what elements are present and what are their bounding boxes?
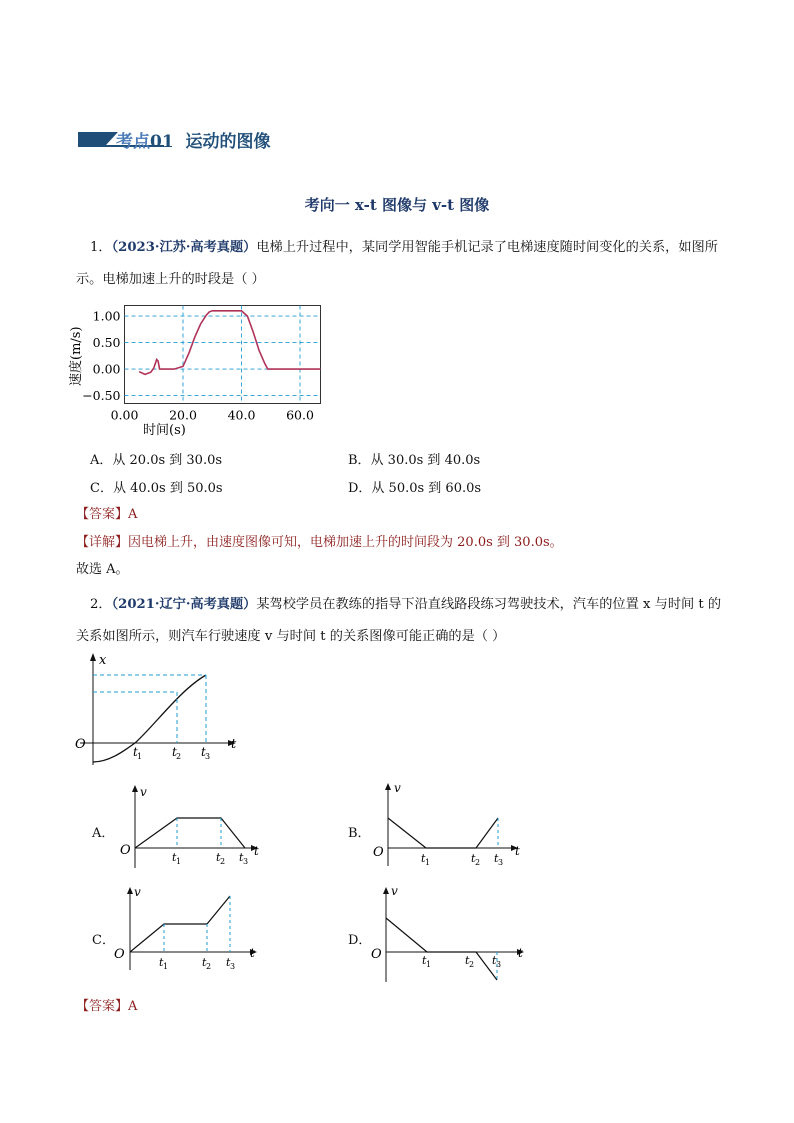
svg-text:t: t xyxy=(202,956,207,969)
svg-text:v: v xyxy=(140,785,147,799)
svg-text:2: 2 xyxy=(206,962,212,971)
q2-line1: 2．（2021·辽宁·高考真题）某驾校学员在教练的指导下沿直线路段练习驾驶技术，汽车的位置 x 与时间 t 的 xyxy=(90,597,722,612)
chart-frame xyxy=(125,306,321,404)
q2-xt-graph xyxy=(70,650,250,768)
svg-text:t: t xyxy=(254,844,259,858)
q1-option-a[interactable]: A．从 20.0s 到 30.0s xyxy=(90,453,223,468)
svg-text:2: 2 xyxy=(475,858,481,867)
svg-text:t: t xyxy=(422,954,427,967)
svg-text:t: t xyxy=(465,954,470,967)
y-tick-label: 0.00 xyxy=(92,361,121,377)
q1-conclusion: 故选 A。 xyxy=(76,562,129,577)
svg-text:3: 3 xyxy=(243,857,249,866)
svg-text:t: t xyxy=(421,852,426,865)
svg-text:O: O xyxy=(373,845,384,860)
svg-text:O: O xyxy=(75,737,86,752)
svg-text:1: 1 xyxy=(426,960,432,969)
q1-velocity-chart xyxy=(60,298,340,438)
svg-text:t: t xyxy=(172,851,177,864)
q2-option-d-label[interactable]: D． xyxy=(348,933,372,948)
x-tick-label: 60.0 xyxy=(286,407,314,423)
svg-text:v: v xyxy=(134,885,141,899)
q2-line2: 关系如图所示，则汽车行驶速度 v 与时间 t 的关系图像可能正确的是（ ） xyxy=(76,629,506,644)
x-tick-label: 40.0 xyxy=(227,407,256,423)
svg-text:t: t xyxy=(518,946,523,960)
chart-xlabel: 时间(s) xyxy=(143,423,186,438)
q1-option-c[interactable]: C．从 40.0s 到 50.0s xyxy=(90,481,223,496)
svg-text:O: O xyxy=(120,843,131,858)
svg-text:1: 1 xyxy=(163,962,169,971)
svg-text:3: 3 xyxy=(205,752,211,761)
svg-text:t: t xyxy=(159,956,164,969)
svg-text:t: t xyxy=(492,954,497,967)
q1-line1: 1．（2023·江苏·高考真题）电梯上升过程中，某同学用智能手机记录了电梯速度随时间变化的关系，如图所 xyxy=(90,240,718,255)
svg-text:x: x xyxy=(99,653,107,668)
svg-text:3: 3 xyxy=(230,962,236,971)
svg-text:3: 3 xyxy=(498,858,504,867)
svg-text:t: t xyxy=(201,745,206,759)
topic-heading: 考向一 x-t 图像与 v-t 图像 xyxy=(304,196,490,214)
y-tick-label: 1.00 xyxy=(92,308,121,324)
q1-option-b[interactable]: B．从 30.0s 到 40.0s xyxy=(348,453,481,468)
svg-text:v: v xyxy=(391,884,398,898)
svg-text:t: t xyxy=(216,851,221,864)
q1-option-d[interactable]: D．从 50.0s 到 60.0s xyxy=(348,481,482,496)
q2-option-a-label[interactable]: A． xyxy=(92,826,115,841)
svg-text:t: t xyxy=(239,851,244,864)
y-tick-label: −0.50 xyxy=(82,388,121,404)
q2-option-d-graph[interactable] xyxy=(369,882,529,984)
svg-text:t: t xyxy=(172,745,177,759)
svg-text:O: O xyxy=(371,947,382,962)
q2-option-c-label[interactable]: C． xyxy=(92,933,115,948)
svg-text:2: 2 xyxy=(220,857,226,866)
q2-option-c-graph[interactable] xyxy=(112,882,272,974)
svg-text:t: t xyxy=(231,737,237,752)
svg-text:t: t xyxy=(471,852,476,865)
svg-text:1: 1 xyxy=(176,857,182,866)
y-tick-label: 0.50 xyxy=(92,335,121,351)
svg-text:3: 3 xyxy=(496,960,502,969)
q1-detail: 【详解】因电梯上升，由速度图像可知，电梯加速上升的时间段为 20.0s 到 30.0s。 xyxy=(76,535,563,550)
section-title: 考点01 运动的图像 xyxy=(116,132,271,152)
q1-answer: 【答案】A xyxy=(76,507,138,522)
svg-text:t: t xyxy=(515,844,520,858)
chart-ylabel: 速度(m/s) xyxy=(69,326,84,386)
section-bar xyxy=(78,132,106,145)
q2-option-b-label[interactable]: B． xyxy=(348,826,371,841)
svg-text:t: t xyxy=(133,745,138,759)
svg-text:v: v xyxy=(394,781,401,795)
q2-option-b-graph[interactable] xyxy=(370,778,530,870)
svg-text:t: t xyxy=(226,956,231,969)
svg-text:1: 1 xyxy=(137,752,143,761)
q2-answer: 【答案】A xyxy=(76,999,138,1014)
q2-option-a-graph[interactable] xyxy=(118,782,268,872)
svg-text:2: 2 xyxy=(176,752,182,761)
x-tick-label: 0.00 xyxy=(110,407,139,423)
svg-text:1: 1 xyxy=(425,858,431,867)
svg-text:2: 2 xyxy=(469,960,475,969)
x-tick-label: 20.0 xyxy=(169,407,197,423)
svg-text:t: t xyxy=(250,946,255,960)
q1-line2: 示。电梯加速上升的时段是（ ） xyxy=(76,272,265,287)
svg-text:O: O xyxy=(114,947,125,962)
svg-text:t: t xyxy=(494,852,499,865)
